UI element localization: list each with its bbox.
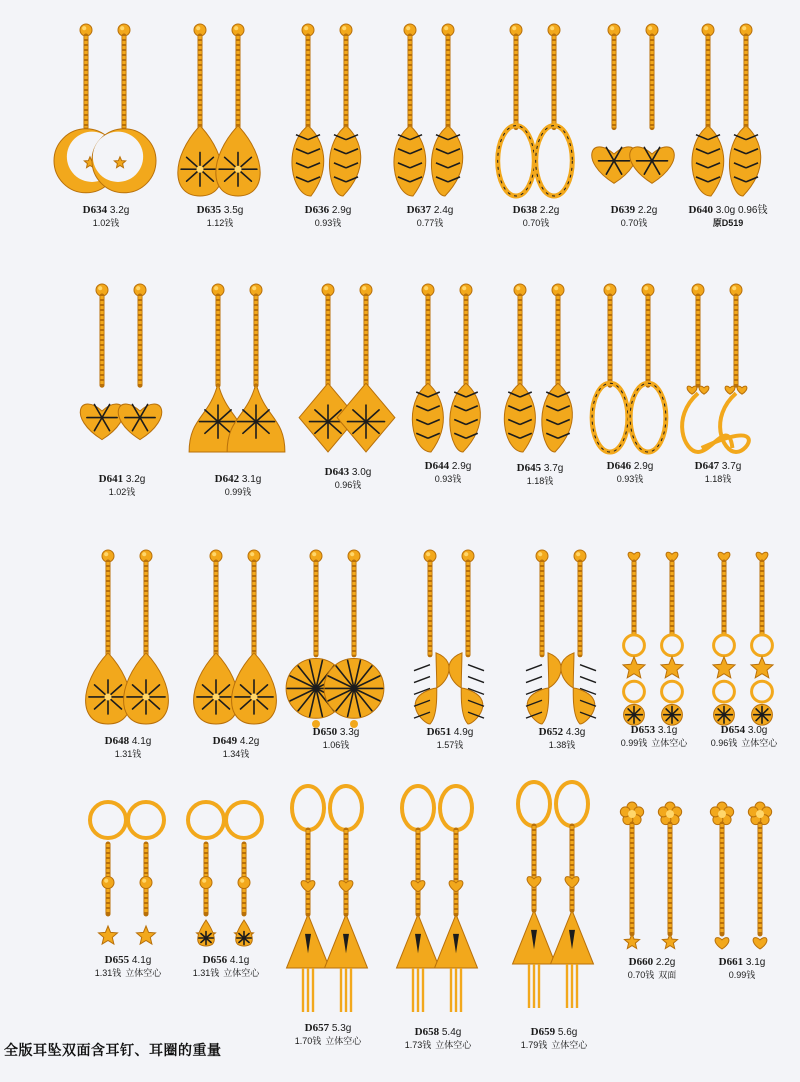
earring-left: [623, 552, 645, 725]
product-note: 立体空心: [741, 738, 778, 748]
earring-pair: [80, 284, 161, 440]
earring-right: [325, 786, 368, 1012]
earring-right: [337, 284, 395, 452]
product-code: D644: [424, 460, 450, 472]
earring-pair: [526, 550, 596, 724]
product-qian: [280, 1035, 376, 1048]
earring-pair: [194, 550, 277, 724]
earring-image: [696, 548, 792, 726]
product-qian: [670, 473, 766, 486]
product-weight: 5.3g: [331, 1023, 352, 1034]
product-code-weight: [606, 724, 702, 737]
qian-weight: 1.31钱: [114, 749, 142, 759]
product-code: D648: [104, 735, 130, 747]
product-weight: 4.3g: [565, 727, 586, 738]
product-weight: 4.2g: [239, 736, 260, 747]
earring-pair: [713, 552, 773, 725]
qian-weight: 0.70钱: [522, 218, 550, 228]
earring-right: [329, 24, 360, 196]
earring-left: [710, 802, 733, 949]
qian-weight: 0.93钱: [616, 474, 644, 484]
earring-image: [604, 800, 700, 950]
qian-weight: 0.93钱: [314, 218, 342, 228]
product-code: D635: [196, 204, 222, 216]
product-code-weight: [280, 1022, 376, 1035]
product-former-code: 原D519: [712, 218, 744, 228]
product-qian: [74, 486, 170, 499]
qian-weight: 0.96钱: [334, 480, 362, 490]
product-code-weight: [488, 204, 584, 217]
product-weight: 4.1g: [131, 736, 152, 747]
earring-image: [280, 790, 376, 1016]
product-code-weight: [190, 473, 286, 486]
earring-pair: [178, 24, 260, 196]
earring-pair: [692, 24, 761, 196]
earring-image: [280, 22, 376, 198]
earring-image: [390, 790, 486, 1016]
earring-image: [80, 800, 176, 950]
earring-pair: [292, 24, 361, 196]
earring-pair: [397, 786, 478, 1012]
qian-weight: 1.18钱: [704, 474, 732, 484]
product-weight: 5.6g: [557, 1027, 578, 1038]
footer-note: 全版耳坠双面含耳钉、耳圈的重量: [4, 1042, 222, 1058]
product-weight: 5.4g: [441, 1027, 462, 1038]
product-weight: 2.2g: [637, 205, 658, 216]
product-qian: [586, 217, 682, 230]
earring-right: [561, 550, 596, 724]
product-code-weight: [288, 726, 384, 739]
product-qian: [80, 748, 176, 761]
product-qian: [514, 739, 610, 752]
earring-right: [450, 284, 481, 452]
earring-right: [449, 550, 484, 724]
earring-image: [402, 548, 498, 726]
earring-pair: [682, 284, 749, 452]
product-code: D653: [630, 724, 656, 736]
product-note: 双面: [658, 970, 677, 980]
earring-image: [190, 282, 286, 454]
earring-image: [382, 22, 478, 198]
qian-weight: 0.77钱: [416, 218, 444, 228]
product-code-weight: [188, 735, 284, 748]
qian-weight: 1.12钱: [206, 218, 234, 228]
earring-image: [514, 548, 610, 726]
product-code: D649: [212, 735, 238, 747]
product-code: D645: [516, 462, 542, 474]
product-qian: [382, 217, 478, 230]
product-qian: [400, 473, 496, 486]
product-code: D656: [202, 954, 228, 966]
qian-weight: 0.99钱: [224, 487, 252, 497]
qian-weight: 0.99钱: [620, 738, 648, 748]
product-weight: 3.0g: [747, 725, 768, 736]
product-qian: [390, 1039, 486, 1052]
earring-image: [80, 548, 176, 726]
product-code: D636: [304, 204, 330, 216]
earring-left: [620, 802, 643, 949]
product-weight: 3.3g: [339, 727, 360, 738]
earring-left: [592, 24, 636, 183]
earring-image: [606, 548, 702, 726]
qian-weight: 1.73钱: [404, 1040, 432, 1050]
earring-left: [397, 786, 440, 1012]
earring-image: [178, 800, 274, 950]
earring-right: [118, 284, 161, 440]
product-weight: 2.2g: [539, 205, 560, 216]
earring-left: [592, 284, 628, 452]
product-code: D647: [694, 460, 720, 472]
product-weight: 3.7g: [543, 463, 564, 474]
product-qian: [582, 473, 678, 486]
earring-pair: [188, 802, 262, 946]
product-code-weight: [492, 462, 588, 475]
product-code: D640: [688, 204, 713, 216]
product-code-weight: [402, 726, 498, 739]
product-code-weight: [670, 460, 766, 473]
earring-right: [630, 284, 666, 452]
product-code: D651: [426, 726, 452, 738]
earring-image: [400, 282, 496, 454]
qian-weight: 0.70钱: [620, 218, 648, 228]
product-code-weight: [382, 204, 478, 217]
earring-image: [586, 22, 682, 198]
earring-image: [288, 548, 384, 726]
earring-image: [694, 800, 790, 950]
earring-right: [661, 552, 683, 725]
product-qian: [696, 737, 792, 750]
product-qian: [300, 479, 396, 492]
product-code-weight: [680, 204, 776, 217]
product-weight: 3.7g: [721, 461, 742, 472]
product-code: D634: [82, 204, 108, 216]
earring-pair: [86, 550, 169, 724]
product-weight: 3.0g 0.96钱: [715, 205, 768, 216]
earring-left: [513, 782, 556, 1008]
product-code-weight: [506, 1026, 602, 1039]
earring-image: [188, 548, 284, 726]
earring-left: [713, 552, 735, 725]
earring-pair: [414, 550, 484, 724]
product-code-weight: [80, 954, 176, 967]
product-qian: [506, 1039, 602, 1052]
earring-image: [58, 22, 154, 198]
product-qian: [188, 748, 284, 761]
earring-left: [526, 550, 561, 724]
qian-weight: 1.79钱: [520, 1040, 548, 1050]
product-note: 立体空心: [435, 1040, 472, 1050]
earring-left: [287, 786, 330, 1012]
product-code-weight: [400, 460, 496, 473]
earring-left: [498, 24, 535, 196]
earring-right: [536, 24, 573, 196]
earring-right: [435, 786, 478, 1012]
earring-right: [551, 782, 594, 1008]
earring-pair: [592, 284, 666, 452]
product-weight: 3.1g: [745, 957, 766, 968]
qian-weight: 0.96钱: [710, 738, 738, 748]
product-qian: [58, 217, 154, 230]
product-weight: 3.1g: [657, 725, 678, 736]
product-code-weight: [172, 204, 268, 217]
product-code-weight: [58, 204, 154, 217]
earring-left: [292, 24, 324, 196]
earring-image: [300, 282, 396, 454]
product-code-weight: [280, 204, 376, 217]
product-code: D638: [512, 204, 538, 216]
product-code-weight: [604, 956, 700, 969]
earring-right: [748, 802, 771, 949]
qian-weight: 1.02钱: [108, 487, 136, 497]
product-weight: 3.2g: [125, 474, 146, 485]
product-note: 立体空心: [651, 738, 688, 748]
product-code-weight: [586, 204, 682, 217]
earring-pair: [504, 284, 572, 452]
earring-image: [172, 22, 268, 198]
product-code: D642: [214, 473, 240, 485]
qian-weight: 1.31钱: [192, 968, 220, 978]
product-code: D643: [324, 466, 350, 478]
product-note: 立体空心: [125, 968, 162, 978]
product-weight: 3.0g: [351, 467, 372, 478]
earring-left: [692, 24, 724, 196]
product-weight: 4.1g: [131, 955, 152, 966]
earring-pair: [299, 284, 395, 452]
earring-left: [394, 24, 426, 196]
product-code: D657: [304, 1022, 330, 1034]
earring-right: [92, 24, 156, 193]
product-code: D641: [98, 473, 124, 485]
product-qian: [606, 737, 702, 750]
product-code-weight: [696, 724, 792, 737]
qian-weight: 0.99钱: [728, 970, 756, 980]
earring-right: [124, 550, 169, 724]
product-code: D658: [414, 1026, 440, 1038]
earring-right: [216, 24, 260, 196]
product-code-weight: [390, 1026, 486, 1039]
product-qian: [172, 217, 268, 230]
product-qian: [402, 739, 498, 752]
earring-right: [324, 550, 384, 728]
earring-right: [702, 284, 749, 452]
product-weight: 2.9g: [451, 461, 472, 472]
earring-pair: [513, 782, 594, 1008]
product-code: D646: [606, 460, 632, 472]
earring-right: [431, 24, 462, 196]
product-note: 立体空心: [551, 1040, 588, 1050]
earring-pair: [287, 786, 368, 1012]
product-qian: [492, 475, 588, 488]
earring-right: [542, 284, 573, 452]
earring-pair: [710, 802, 771, 949]
product-code: D661: [718, 956, 744, 968]
earring-image: [680, 22, 776, 198]
product-qian: [280, 217, 376, 230]
earring-image: [492, 282, 588, 454]
earring-right: [751, 552, 773, 725]
earring-image: [488, 22, 584, 198]
earring-left: [504, 284, 535, 452]
product-code: D659: [530, 1026, 556, 1038]
product-code-weight: [694, 956, 790, 969]
qian-weight: 1.70钱: [294, 1036, 322, 1046]
qian-weight: 1.57钱: [436, 740, 464, 750]
product-weight: 2.9g: [331, 205, 352, 216]
earring-pair: [394, 24, 463, 196]
earring-right: [128, 802, 164, 944]
product-qian: [288, 739, 384, 752]
earring-image: [74, 282, 170, 454]
earring-right: [232, 550, 277, 724]
product-code: D639: [610, 204, 636, 216]
product-weight: 3.2g: [109, 205, 130, 216]
qian-weight: 1.31钱: [94, 968, 122, 978]
product-code: D654: [720, 724, 746, 736]
product-code: D655: [104, 954, 130, 966]
earring-left: [188, 802, 224, 946]
qian-weight: 0.93钱: [434, 474, 462, 484]
product-qian: [694, 969, 790, 982]
product-code-weight: [300, 466, 396, 479]
earring-pair: [623, 552, 683, 725]
earring-right: [630, 24, 674, 183]
product-weight: 2.2g: [655, 957, 676, 968]
product-code: D652: [538, 726, 564, 738]
earring-right: [226, 802, 262, 946]
product-weight: 2.9g: [633, 461, 654, 472]
product-note: 立体空心: [325, 1036, 362, 1046]
earring-pair: [90, 802, 164, 944]
earring-pair: [620, 802, 681, 949]
product-code: D650: [312, 726, 338, 738]
earring-pair: [592, 24, 674, 183]
qian-weight: 1.34钱: [222, 749, 250, 759]
earring-right: [729, 24, 760, 196]
product-note: 立体空心: [223, 968, 260, 978]
earring-image: [582, 282, 678, 454]
product-weight: 3.5g: [223, 205, 244, 216]
earring-pair: [412, 284, 480, 452]
qian-weight: 1.02钱: [92, 218, 120, 228]
earring-right: [658, 802, 681, 949]
product-code-weight: [80, 735, 176, 748]
product-code-weight: [74, 473, 170, 486]
earring-left: [412, 284, 443, 452]
product-code-weight: [514, 726, 610, 739]
qian-weight: 1.06钱: [322, 740, 350, 750]
earring-image: [670, 282, 766, 454]
product-qian: [80, 967, 176, 980]
qian-weight: 1.18钱: [526, 476, 554, 486]
product-qian: [604, 969, 700, 982]
product-code: D637: [406, 204, 432, 216]
product-weight: 4.1g: [229, 955, 250, 966]
earring-left: [90, 802, 126, 944]
product-weight: 2.4g: [433, 205, 454, 216]
earring-pair: [498, 24, 573, 196]
product-code-weight: [582, 460, 678, 473]
product-weight: 3.1g: [241, 474, 262, 485]
product-qian: [488, 217, 584, 230]
earring-left: [80, 284, 123, 440]
product-code-weight: [178, 954, 274, 967]
product-qian: [190, 486, 286, 499]
product-weight: 4.9g: [453, 727, 474, 738]
earring-left: [682, 284, 732, 452]
product-qian: [178, 967, 274, 980]
earring-pair: [286, 550, 384, 728]
qian-weight: 0.70钱: [627, 970, 655, 980]
earring-pair: [54, 24, 156, 193]
earring-right: [227, 284, 285, 452]
product-code: D660: [628, 956, 654, 968]
earring-left: [414, 550, 449, 724]
earring-image: [506, 786, 602, 1012]
qian-weight: 1.38钱: [548, 740, 576, 750]
earring-pair: [189, 284, 285, 452]
